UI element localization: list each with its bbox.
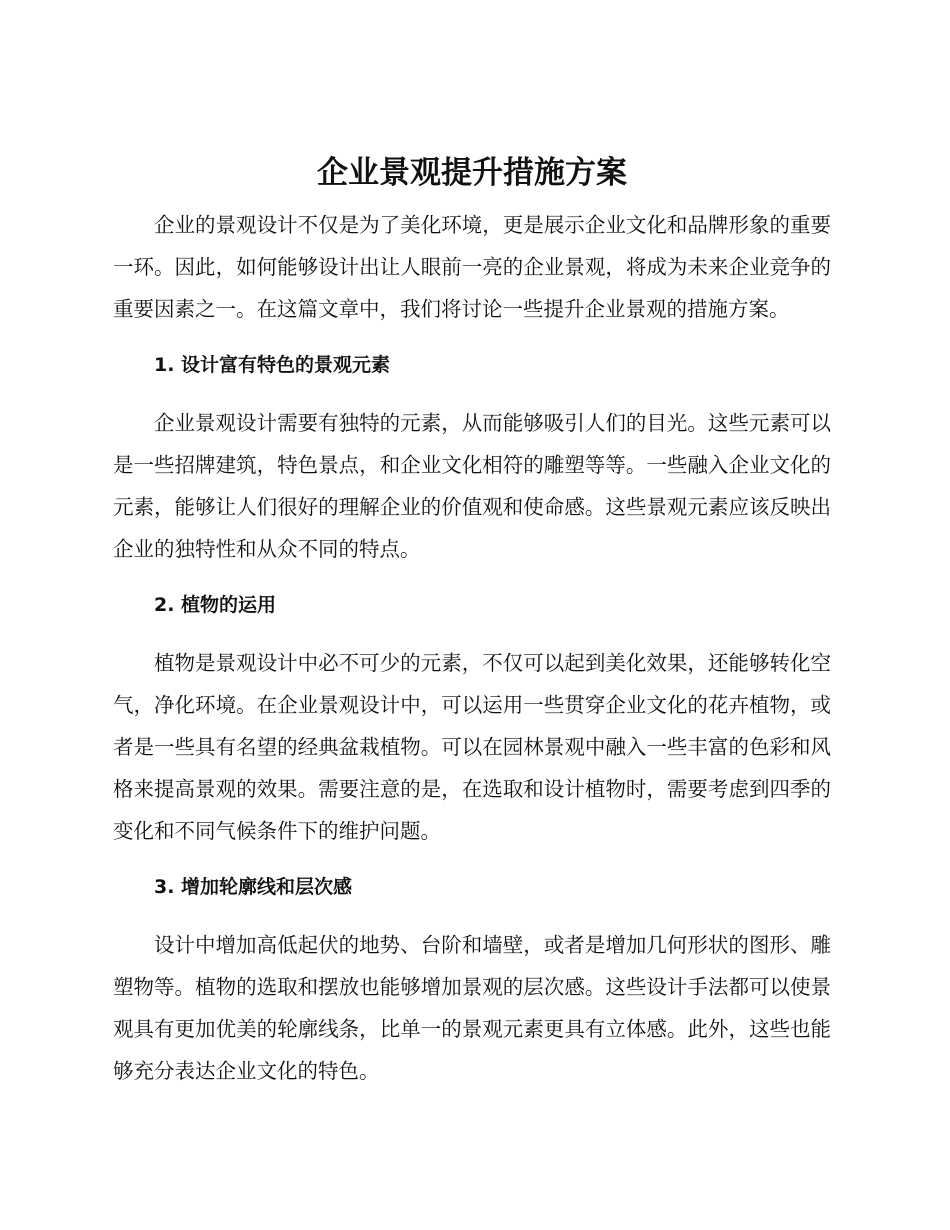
section-heading-3: 3. 增加轮廓线和层次感 bbox=[154, 876, 353, 898]
section-body-2: 植物是景观设计中必不可少的元素，不仅可以起到美化效果，还能够转化空气，净化环境。在企业景观设计中，可以运用一些贯穿企业文化的花卉植物，或者是一些具有名望的经典盆栽植物。可以在园林景观中融入一些丰富的色彩和风格来提高景观的效果。需要注意的是，在选取和设计植物时，需要考虑到四季的变化和不同气候条件下的维护问题。 bbox=[113, 651, 831, 843]
section-body-1: 企业景观设计需要有独特的元素，从而能够吸引人们的目光。这些元素可以是一些招牌建筑，特色景点，和企业文化相符的雕塑等等。一些融入企业文化的元素，能够让人们很好的理解企业的价值观和使命感。这些景观元素应该反映出企业的独特性和从众不同的特点。 bbox=[113, 411, 831, 561]
document-page bbox=[113, 148, 831, 1092]
section-heading-1: 1. 设计富有特色的景观元素 bbox=[154, 354, 391, 376]
section-body-3: 设计中增加高低起伏的地势、台阶和墙壁，或者是增加几何形状的图形、雕塑物等。植物的选取和摆放也能够增加景观的层次感。这些设计手法都可以使景观具有更加优美的轮廓线条，比单一的景观元素更具有立体感。此外，这些也能够充分表达企业文化的特色。 bbox=[113, 933, 831, 1083]
section-heading-2: 2. 植物的运用 bbox=[154, 594, 277, 616]
intro-paragraph: 企业的景观设计不仅是为了美化环境，更是展示企业文化和品牌形象的重要一环。因此，如何能够设计出让人眼前一亮的企业景观，将成为未来企业竞争的重要因素之一。在这篇文章中，我们将讨论一些提升企业景观的措施方案。 bbox=[113, 213, 831, 321]
document-title: 企业景观提升措施方案 bbox=[317, 155, 627, 191]
